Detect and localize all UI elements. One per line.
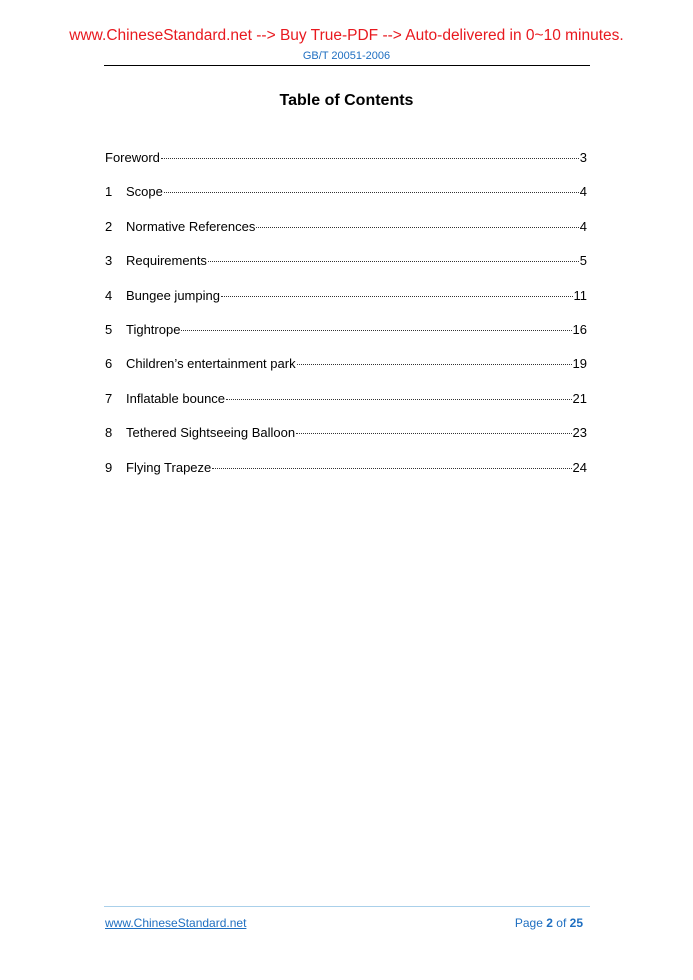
header-divider xyxy=(104,65,590,66)
toc-entry-number: 6 xyxy=(105,356,113,372)
page-total: 25 xyxy=(569,916,583,930)
toc-entry-number: 8 xyxy=(105,425,113,441)
toc-entry-label: Requirements xyxy=(126,253,207,269)
toc-entry-inflatable-bounce[interactable] xyxy=(105,391,587,425)
page-of: of xyxy=(556,916,567,930)
promo-banner: www.ChineseStandard.net --> Buy True-PDF --> Auto-delivered in 0~10 minutes. xyxy=(69,27,624,44)
toc-entry-label: Scope xyxy=(126,184,163,200)
toc-entry-tightrope[interactable] xyxy=(105,322,587,356)
toc-entry-label: Normative References xyxy=(126,218,256,234)
toc-entry-tethered-sightseeing-balloon[interactable] xyxy=(105,425,587,459)
toc-entry-page: 4 xyxy=(579,184,587,200)
toc-entry-number: 5 xyxy=(105,321,113,337)
toc-entry-foreword[interactable] xyxy=(105,150,587,184)
toc-dot-leader xyxy=(164,189,579,193)
toc-entry-label: Tethered Sightseeing Balloon xyxy=(126,425,296,441)
document-code: GB/T 20051-2006 xyxy=(302,50,391,62)
footer-site-link[interactable]: www.ChineseStandard.net xyxy=(105,916,247,930)
toc-entry-number: 4 xyxy=(105,287,113,303)
toc-entry-page: 24 xyxy=(572,459,587,475)
toc-entry-number: 2 xyxy=(105,218,113,234)
toc-entry-label: Inflatable bounce xyxy=(126,390,226,406)
toc-dot-leader xyxy=(181,327,571,331)
toc-entry-page: 21 xyxy=(572,390,587,406)
toc-entry-number: 7 xyxy=(105,390,113,406)
toc-entry-page: 11 xyxy=(573,287,587,303)
page-current: 2 xyxy=(546,916,553,930)
footer-divider xyxy=(104,906,590,907)
toc-dot-leader xyxy=(297,361,572,365)
toc-entry-number: 3 xyxy=(105,253,113,269)
toc-entry-bungee-jumping[interactable] xyxy=(105,288,587,322)
toc-entry-page: 5 xyxy=(579,253,587,269)
toc-entry-normative-references[interactable] xyxy=(105,219,587,253)
toc-entry-page: 16 xyxy=(572,321,587,337)
toc-entry-scope[interactable] xyxy=(105,184,587,218)
toc-entry-label: Bungee jumping xyxy=(126,287,220,303)
footer-page-indicator xyxy=(515,916,583,930)
toc-entry-childrens-entertainment-park[interactable] xyxy=(105,356,587,390)
toc-dot-leader xyxy=(226,396,572,400)
toc-entry-page: 4 xyxy=(579,218,587,234)
toc-entry-number: 1 xyxy=(105,184,113,200)
toc-entry-requirements[interactable] xyxy=(105,253,587,287)
toc-entry-label: Tightrope xyxy=(126,321,181,337)
toc-dot-leader xyxy=(208,258,579,262)
toc-entry-label: Flying Trapeze xyxy=(126,459,212,475)
toc-entry-page: 23 xyxy=(572,425,587,441)
toc-dot-leader xyxy=(256,224,578,228)
toc-title: Table of Contents xyxy=(279,92,414,109)
toc-entry-label: Foreword xyxy=(105,150,160,165)
toc-dot-leader xyxy=(212,465,571,469)
toc-entry-flying-trapeze[interactable] xyxy=(105,460,587,494)
toc-dot-leader xyxy=(161,155,579,159)
toc-entry-page: 19 xyxy=(572,356,587,372)
toc-entry-label: Children’s entertainment park xyxy=(126,356,296,372)
toc-dot-leader xyxy=(221,293,573,297)
toc-list xyxy=(105,150,587,494)
toc-dot-leader xyxy=(296,430,571,434)
toc-entry-number: 9 xyxy=(105,459,113,475)
page-prefix: Page xyxy=(514,916,543,930)
toc-entry-page: 3 xyxy=(579,150,587,165)
